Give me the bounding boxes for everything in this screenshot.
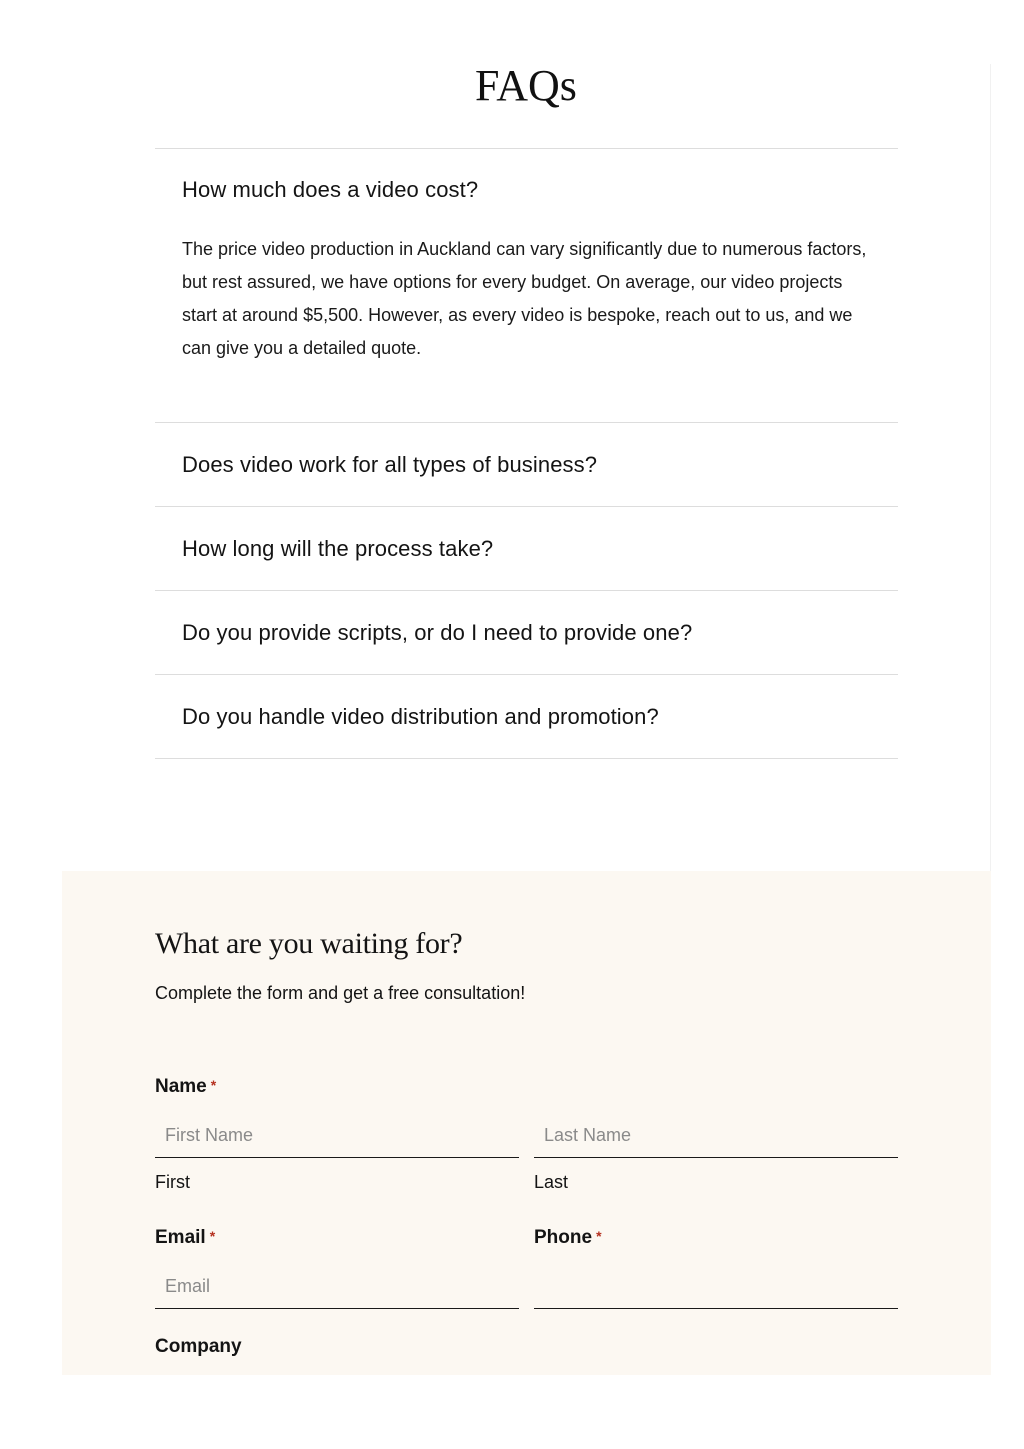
faq-item-business-types[interactable] <box>155 423 898 507</box>
required-marker: * <box>210 1077 217 1093</box>
required-marker: * <box>596 1228 602 1244</box>
faq-title: FAQs <box>475 61 577 110</box>
faq-question[interactable]: Do you provide scripts, or do I need to provide one? <box>182 619 693 645</box>
faq-item-scripts[interactable] <box>155 591 898 675</box>
section-divider <box>990 64 991 871</box>
name-label <box>155 1072 216 1100</box>
first-name-sublabel: First <box>155 1172 190 1192</box>
name-label-text: Name <box>155 1076 207 1097</box>
contact-subheading: Complete the form and get a free consultation! <box>155 983 526 1003</box>
faq-answer: The price video production in Auckland can vary significantly due to numerous factors, but rest assured, we have options for every budget. On average, our video projects start at around $5,500. However, as every video is bespoke, reach out to us, and we can give you a detailed quote. <box>182 239 867 358</box>
last-name-sublabel: Last <box>534 1172 569 1192</box>
phone-label-text: Phone <box>534 1227 593 1248</box>
contact-section <box>62 871 991 1375</box>
first-name-input[interactable] <box>155 1114 519 1158</box>
phone-label <box>534 1223 602 1251</box>
faq-question[interactable]: Does video work for all types of business? <box>182 451 598 477</box>
company-label-text: Company <box>155 1336 242 1357</box>
faq-question[interactable]: Do you handle video distribution and promotion? <box>182 703 659 729</box>
email-label-text: Email <box>155 1227 206 1248</box>
faq-item-distribution[interactable] <box>155 675 898 759</box>
phone-field[interactable] <box>534 1265 898 1309</box>
faq-item-process-time[interactable] <box>155 507 898 591</box>
faq-item-video-cost[interactable] <box>155 149 898 423</box>
email-field[interactable] <box>155 1265 519 1309</box>
faq-question[interactable]: How long will the process take? <box>182 535 494 561</box>
email-label <box>155 1223 215 1251</box>
faq-question[interactable]: How much does a video cost? <box>182 177 479 202</box>
faq-list <box>155 148 898 759</box>
last-name-input[interactable] <box>534 1114 898 1158</box>
contact-heading: What are you waiting for? <box>155 927 463 960</box>
required-marker: * <box>209 1228 216 1244</box>
company-label <box>155 1334 242 1360</box>
